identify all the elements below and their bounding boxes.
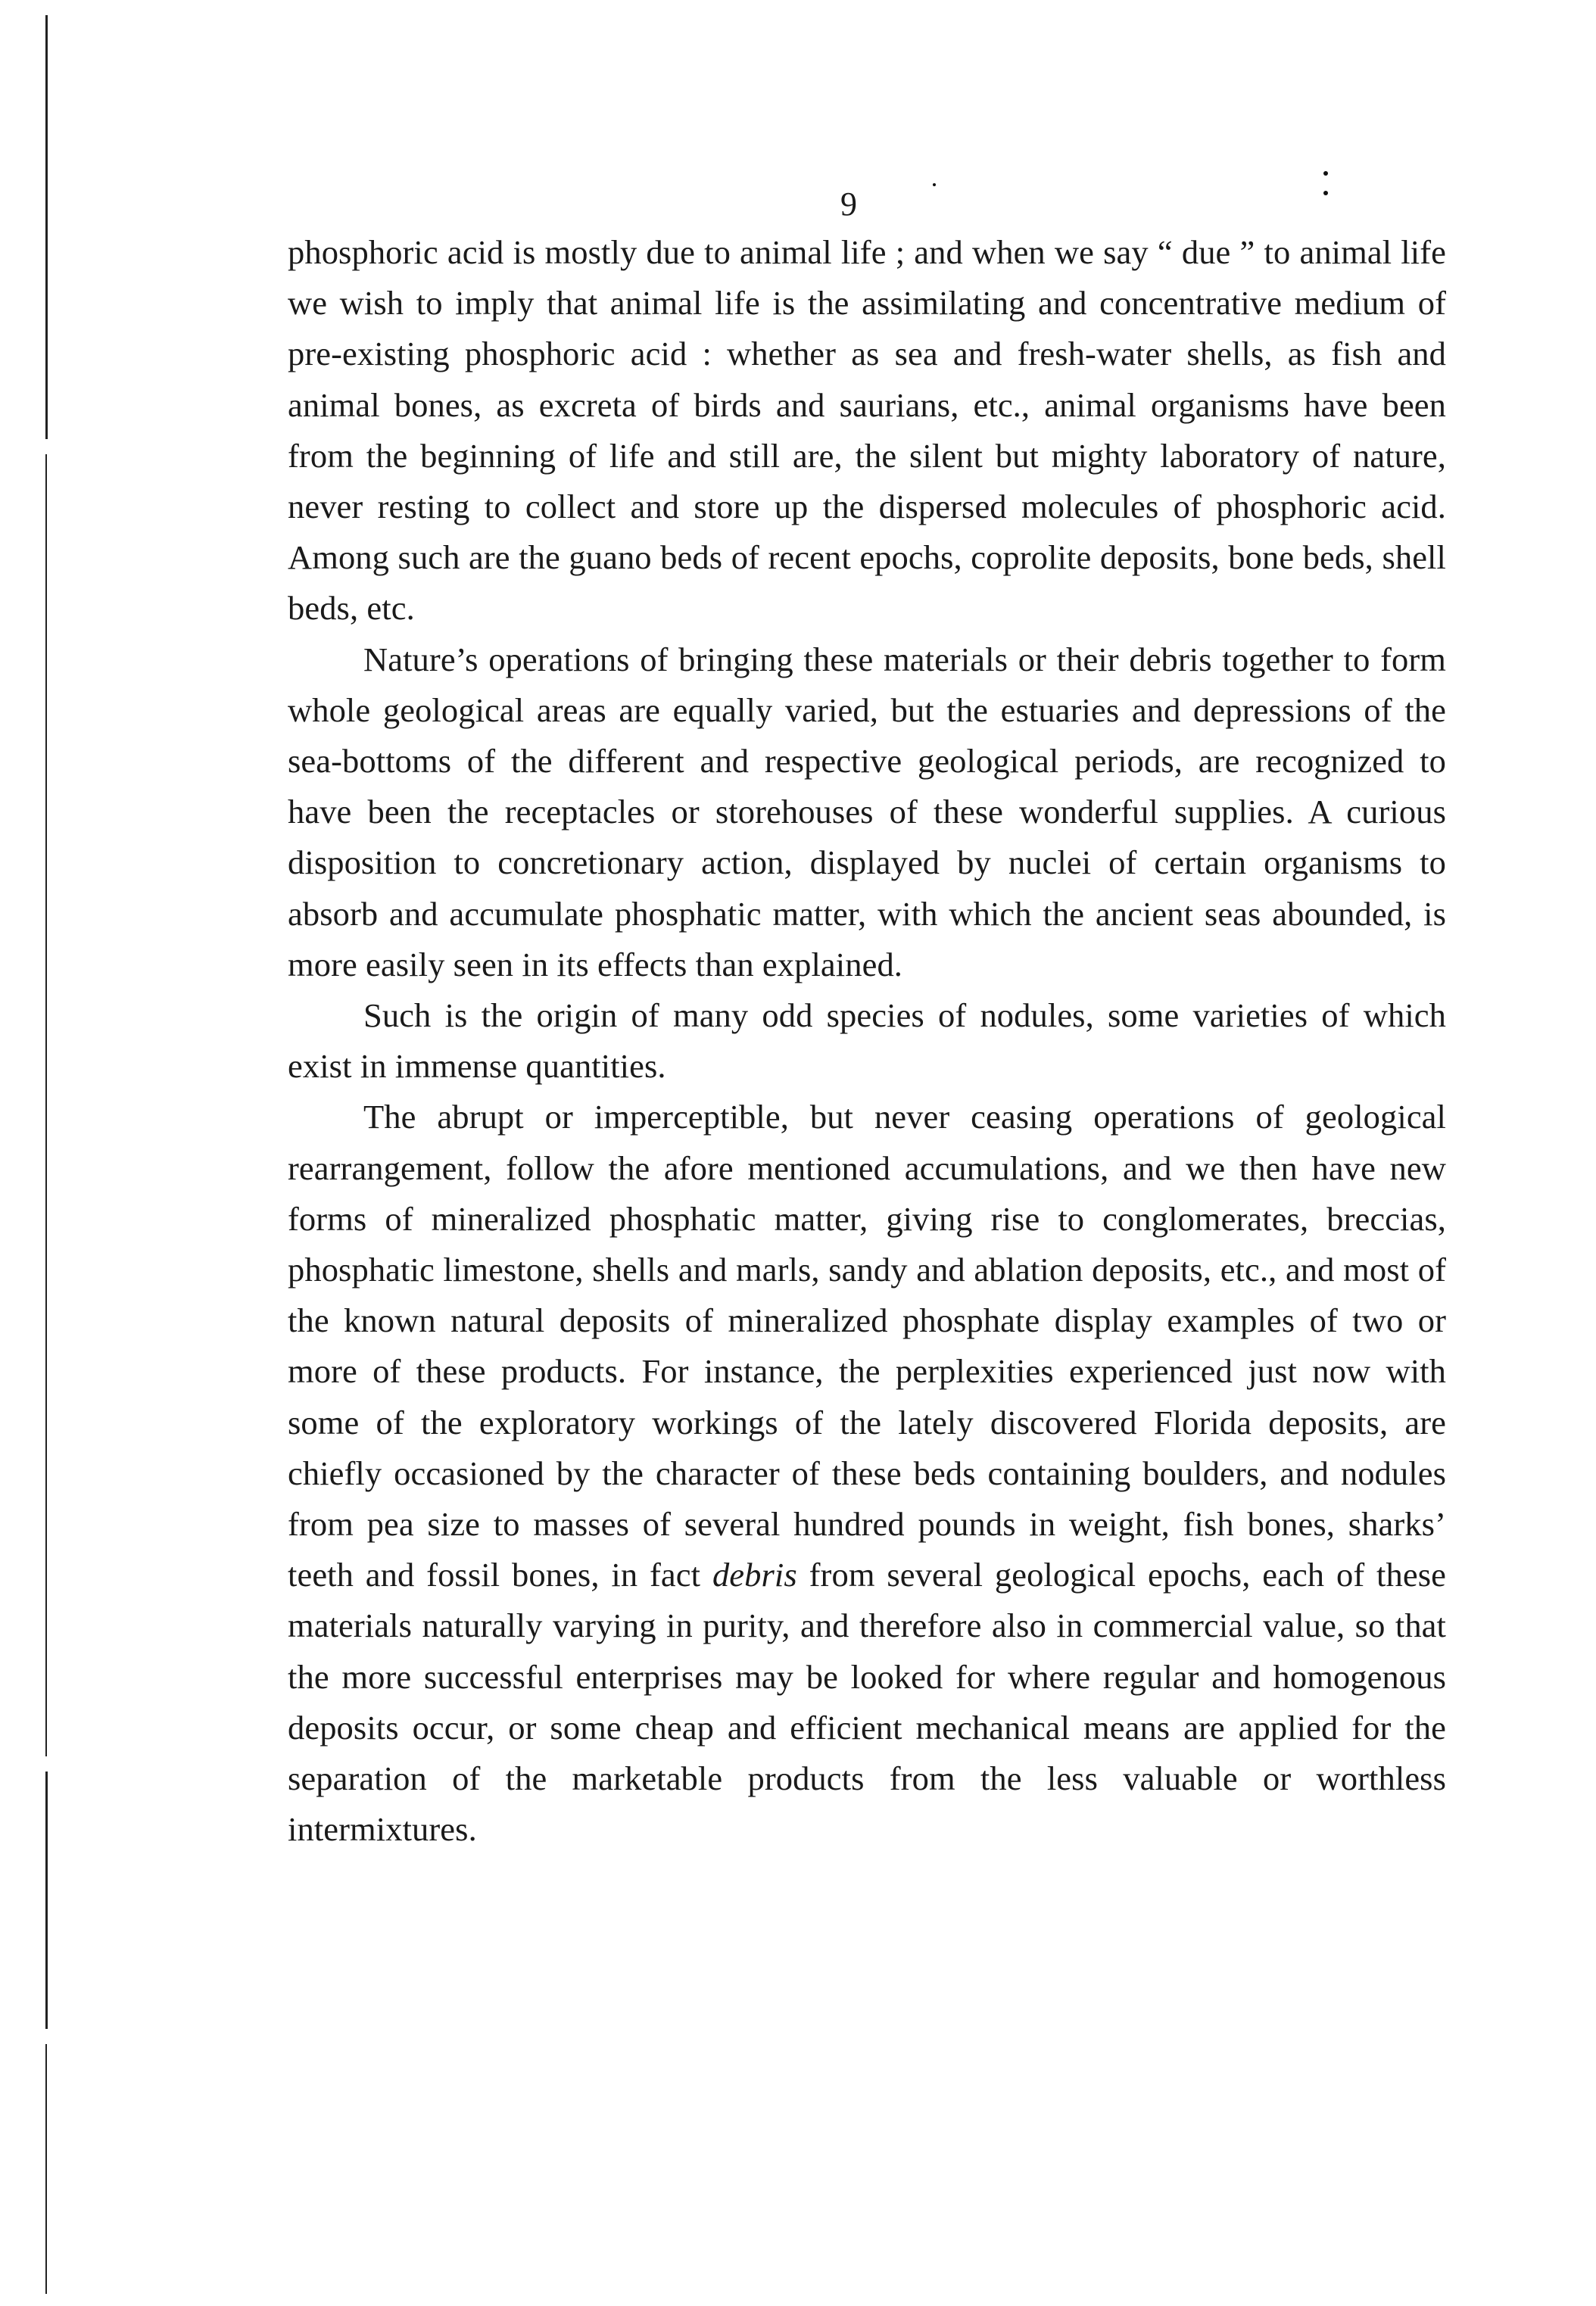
binding-edge-line bbox=[45, 2044, 47, 2294]
binding-edge-line bbox=[45, 454, 47, 1756]
binding-edge-line bbox=[45, 1772, 48, 2029]
binding-edge-line bbox=[45, 15, 48, 439]
paragraph: phosphoric acid is mostly due to animal life ; and when we say “ due ” to animal life we wish to imply that animal life is the assimilating and concentrative medium of pre-existing phosphoric acid : whether as sea and fresh-water shells, as fish and animal bones, as excreta of birds and saurians, etc., animal organisms have been from the beginning of life and still are, the silent but mighty laboratory of nature, never resting to collect and store up the dispersed molecules of phosphoric acid. Among such are the guano beds of recent epochs, coprolite deposits, bone beds, shell beds, etc. bbox=[288, 233, 1446, 628]
page-number: 9 bbox=[840, 185, 857, 223]
scan-speck bbox=[1323, 191, 1328, 195]
paragraph bbox=[288, 1092, 1446, 1855]
italic-term: debris bbox=[712, 1556, 797, 1594]
paragraph: Nature’s operations of bringing these materials or their debris together to form whole geological areas are equally varied, but the estuaries and depressions of the sea-bottoms of the different and respective geological periods, are recognized to have been the receptacles or storehouses of these wonderful supplies. A curious disposition to concretionary action, displayed by nuclei of certain organisms to absorb and accumulate phosphatic matter, with which the ancient seas abounded, is more easily seen in its effects than explained. bbox=[288, 640, 1446, 983]
body-text bbox=[288, 227, 1446, 1856]
scan-speck bbox=[933, 183, 936, 186]
scan-speck bbox=[1323, 171, 1328, 176]
paragraph: Such is the origin of many odd species of nodules, some varieties of which exist in immense quantities. bbox=[288, 996, 1446, 1086]
paragraph-text: The abrupt or imperceptible, but never ceasing operations of geological rearrangement, follow the afore mentioned accumulations, and we then have new forms of mineralized phosphatic matter, giving rise to conglomerates, breccias, phosphatic limestone, shells and marls, sandy and ablation deposits, etc., and most of the known natural deposits of mineralized phosphate display examples of two or more of these products. For instance, the perplexities experienced just now with some of the exploratory workings of the lately discovered Florida deposits, are chiefly occasioned by the character of these beds containing boulders, and nodules from pea size to masses of several hundred pounds in weight, fish bones, sharks’ teeth and fossil bones, in fact bbox=[288, 1098, 1446, 1594]
paragraph-text: from several geological epochs, each of these materials naturally varying in purity, and therefore also in commercial value, so that the more successful enterprises may be looked for where regular and homogenous deposits occur, or some cheap and efficient mechanical means are applied for the separation of the marketable products from the less valuable or worthless intermixtures. bbox=[288, 1556, 1446, 1849]
